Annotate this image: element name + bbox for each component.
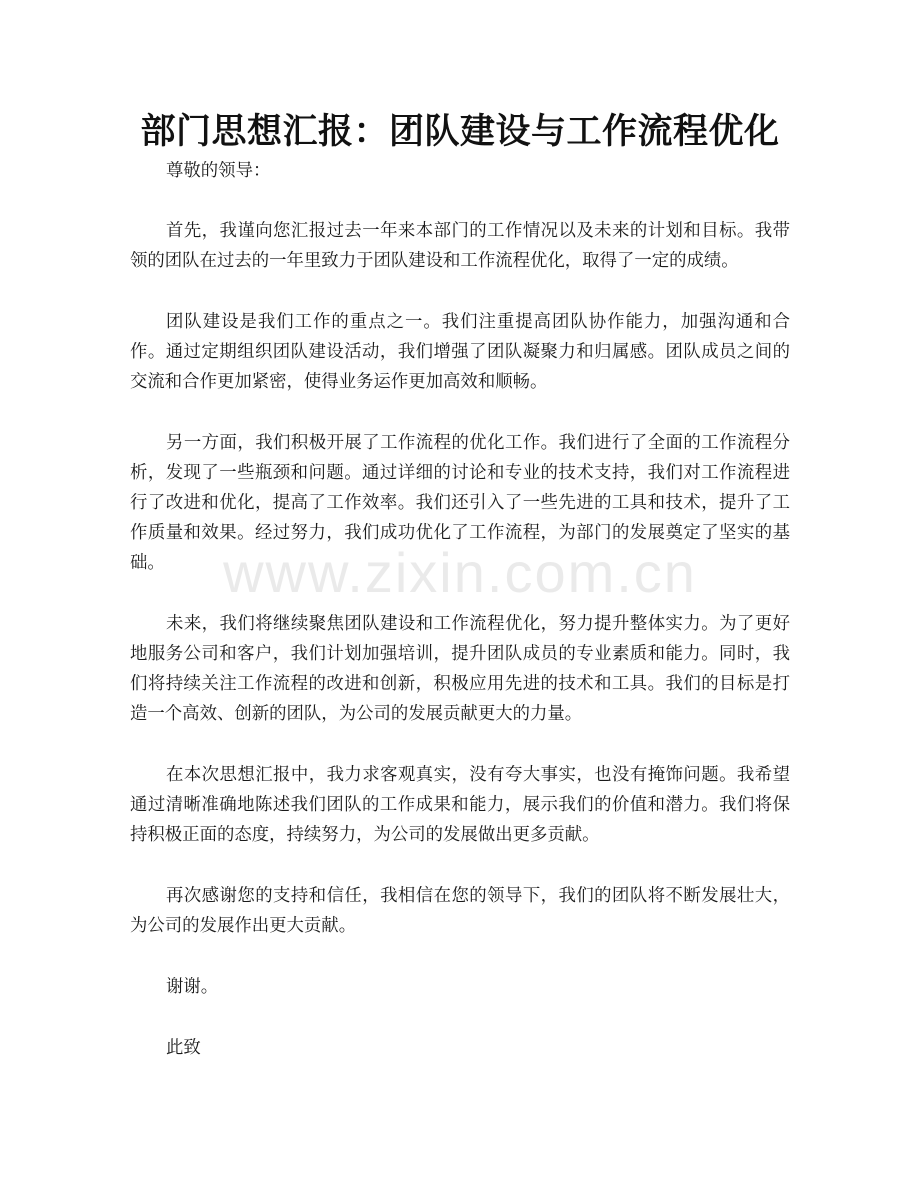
- watermark: www.zixin.com.cn: [223, 541, 697, 604]
- paragraph-intro: 首先，我谨向您汇报过去一年来本部门的工作情况以及未来的计划和目标。我带领的团队在过去的一年里致力于团队建设和工作流程优化，取得了一定的成绩。: [130, 221, 790, 271]
- paragraph-objectivity: 在本次思想汇报中，我力求客观真实，没有夸大事实，也没有掩饰问题。我希望通过清晰准确地陈述我们团队的工作成果和能力，展示我们的价值和潜力。我们将保持积极正面的态度，持续努力，为公司的发展做出更多贡献。: [130, 765, 790, 845]
- document-body: [130, 156, 790, 1094]
- salutation: 尊敬的领导：: [166, 161, 271, 181]
- document-title: 部门思想汇报：团队建设与工作流程优化: [140, 112, 780, 152]
- paragraph-thanks: 再次感谢您的支持和信任，我相信在您的领导下，我们的团队将不断发展壮大，为公司的发展作出更大贡献。: [130, 886, 790, 936]
- paragraph-future: 未来，我们将继续聚焦团队建设和工作流程优化，努力提升整体实力。为了更好地服务公司和客户，我们计划加强培训，提升团队成员的专业素质和能力。同时，我们将持续关注工作流程的改进和创新，积极应用先进的技术和工具。我们的目标是打造一个高效、创新的团队，为公司的发展贡献更大的力量。: [130, 614, 790, 724]
- closing-thanks: 谢谢。: [166, 977, 219, 997]
- paragraph-workflow: 另一方面，我们积极开展了工作流程的优化工作。我们进行了全面的工作流程分析，发现了一些瓶颈和问题。通过详细的讨论和专业的技术支持，我们对工作流程进行了改进和优化，提高了工作效率。我们还引入了一些先进的工具和技术，提升了工作质量和效果。经过努力，我们成功优化了工作流程，为部门的发展奠定了坚实的基础。: [130, 433, 790, 573]
- closing-regards: 此致: [166, 1038, 201, 1058]
- paragraph-team-building: 团队建设是我们工作的重点之一。我们注重提高团队协作能力，加强沟通和合作。通过定期组织团队建设活动，我们增强了团队凝聚力和归属感。团队成员之间的交流和合作更加紧密，使得业务运作更加高效和顺畅。: [130, 312, 790, 392]
